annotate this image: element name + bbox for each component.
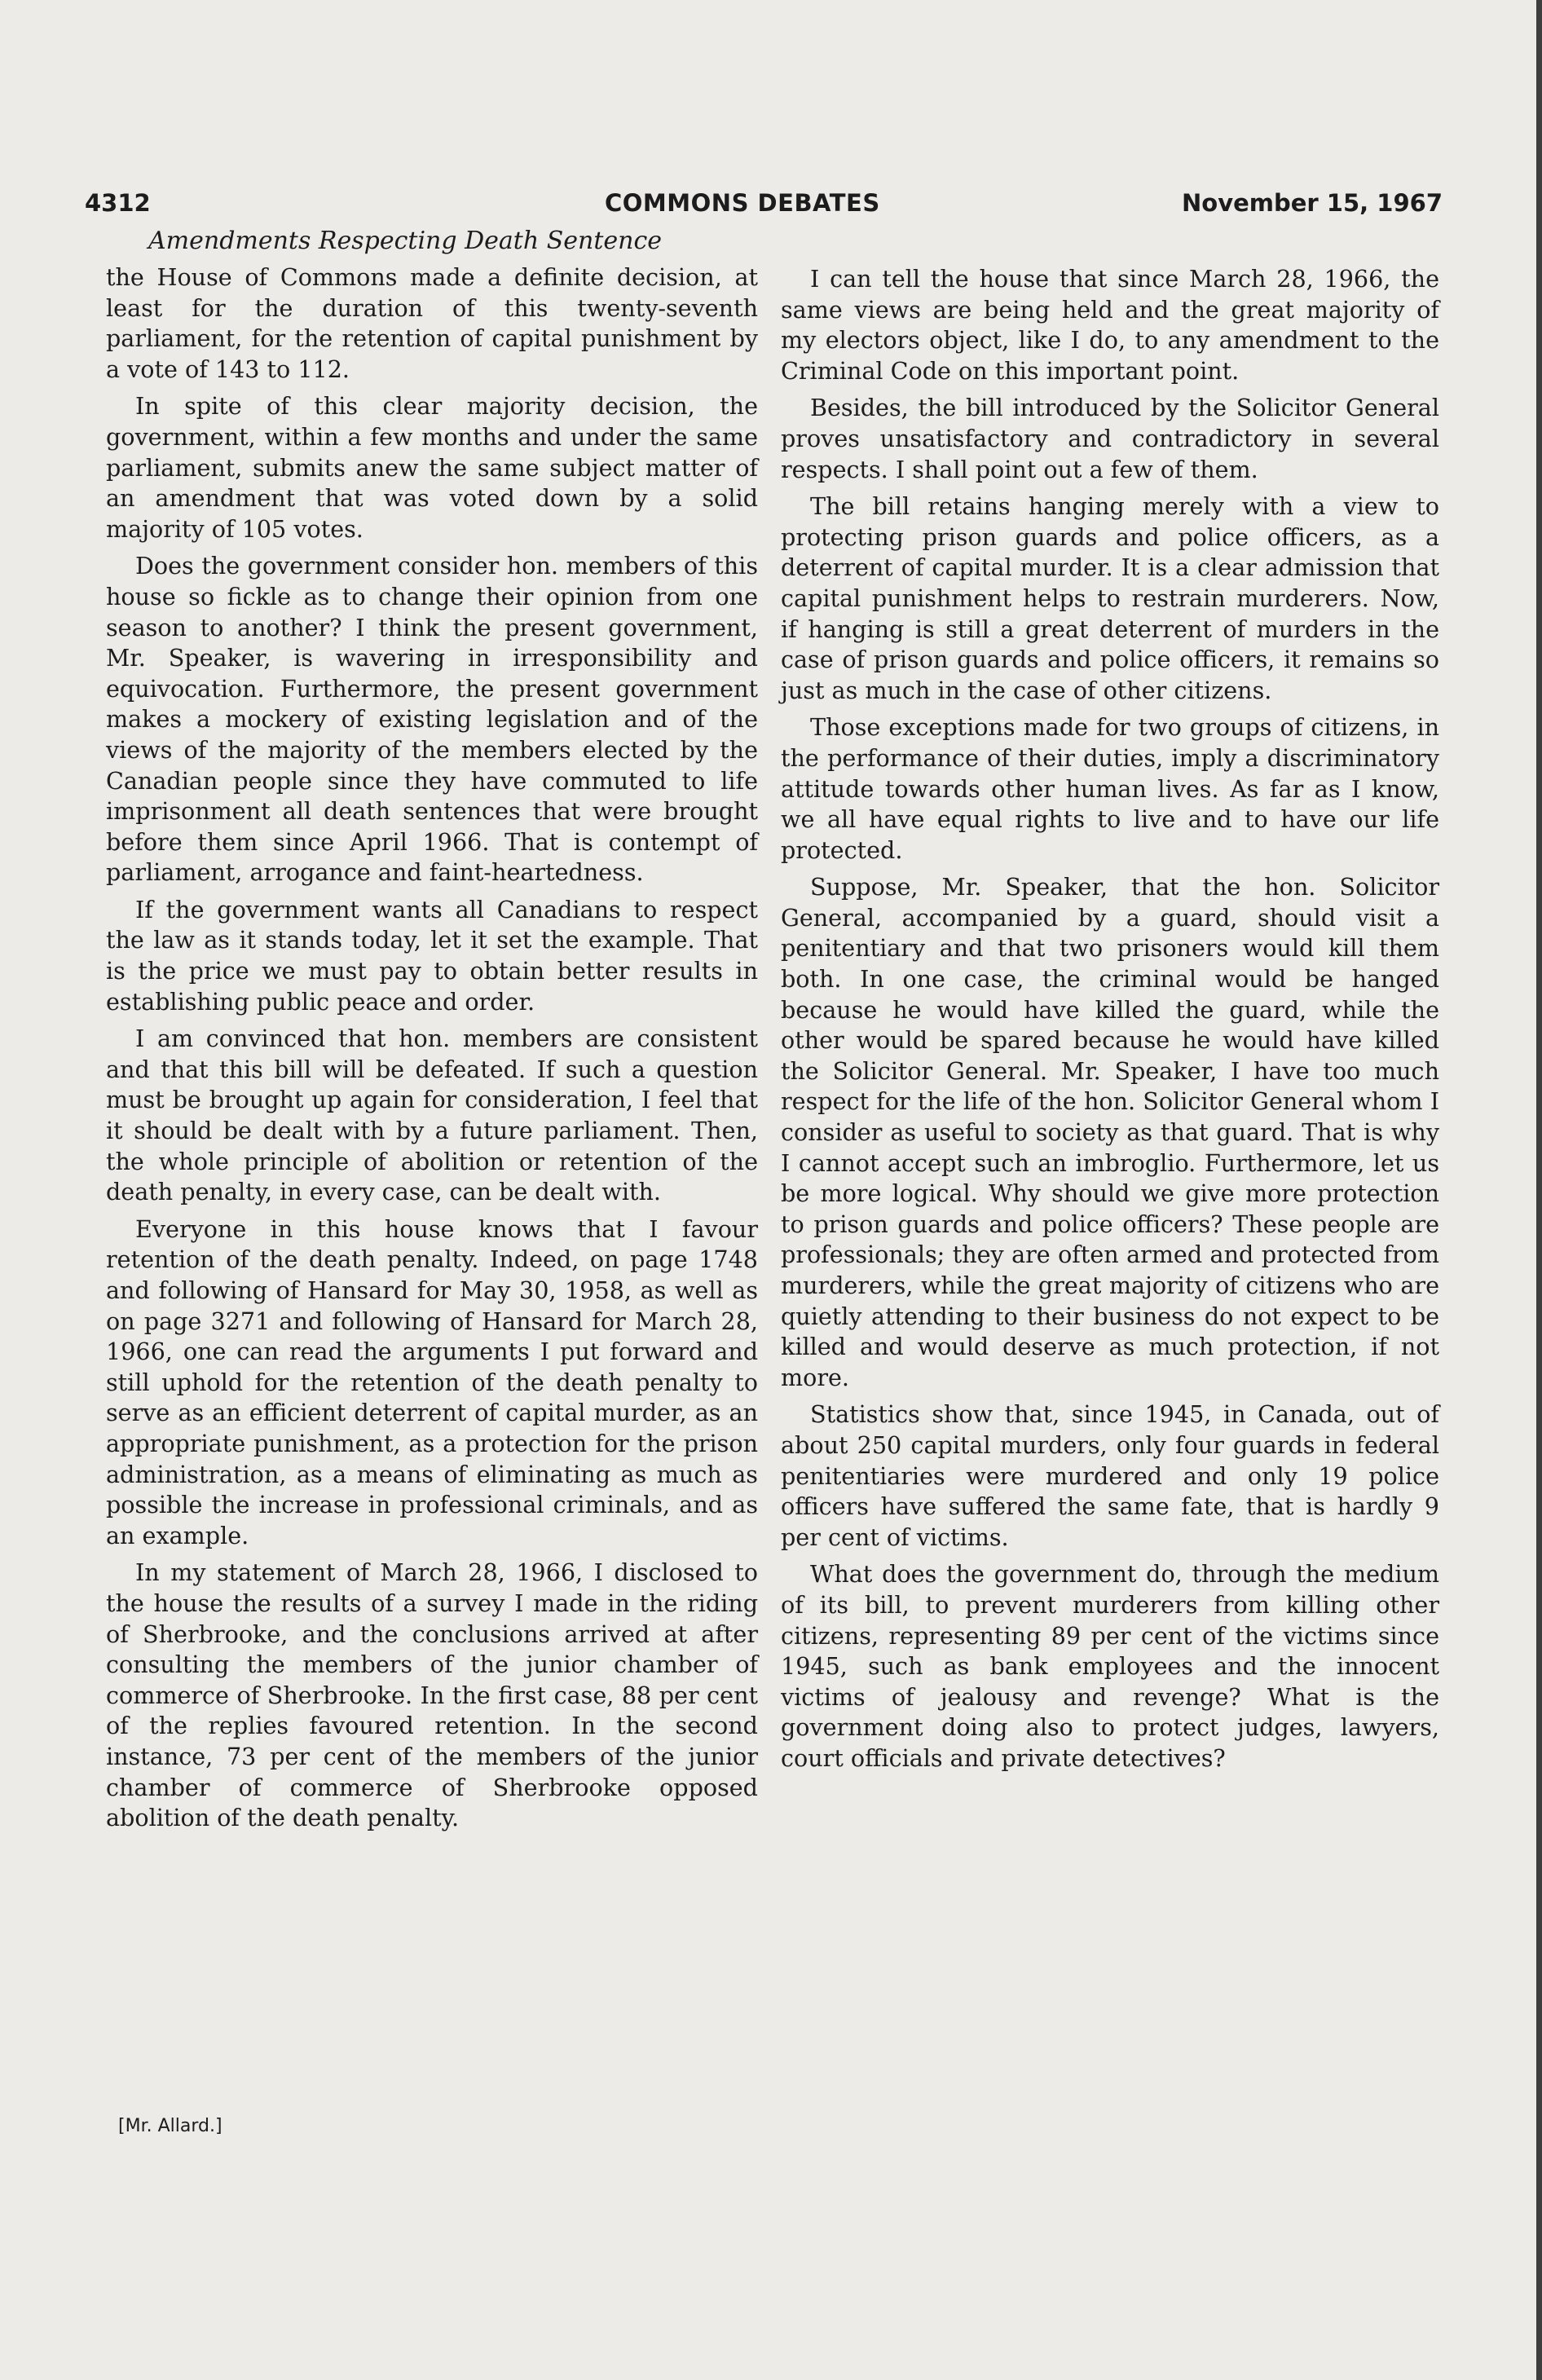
header-date: November 15, 1967 — [1182, 189, 1443, 217]
paragraph: In my statement of March 28, 1966, I disclosed to the house the results of a survey I made in the riding of Sherbrooke, and the conclusions arrived at after consulting the members of the junior chamber of commerce of Sherbrooke. In the first case, 88 per cent of the replies favoured retention. In the second instance, 73 per cent of the members of the junior chamber of commerce of Sherbrooke opposed abolition of the death penalty. — [106, 1558, 758, 1832]
section-subtitle: Amendments Respecting Death Sentence — [148, 227, 663, 255]
paragraph: Suppose, Mr. Speaker, that the hon. Solicitor General, accompanied by a guard, should visit a penitentiary and that two prisoners would kill them both. In one case, the criminal would be hanged because he would have killed the guard, while the other would be spared because he would have killed the Solicitor General. Mr. Speaker, I have too much respect for the life of the hon. Solicitor General whom I consider as useful to society as that guard. That is why I cannot accept such an imbroglio. Furthermore, let us be more logical. Why should we give more protection to prison guards and police officers? These people are professionals; they are often armed and protected from murderers, while the great majority of citizens who are quietly attending to their business do not expect to be killed and would deserve as much protection, if not more. — [781, 873, 1439, 1391]
paragraph: I can tell the house that since March 28, 1966, the same views are being held and the great majority of my electors object, like I do, to any amendment to the Criminal Code on this important point. — [781, 265, 1439, 385]
paragraph: I am convinced that hon. members are consistent and that this bill will be defeated. If such a question must be brought up again for consideration, I feel that it should be dealt with by a future parliament. Then, the whole principle of abolition or retention of the death penalty, in every case, can be dealt with. — [106, 1025, 758, 1206]
left-column — [106, 262, 758, 1840]
page-edge-shadow — [1536, 0, 1542, 2380]
paragraph: Everyone in this house knows that I favour retention of the death penalty. Indeed, on page 1748 and following of Hansard for May 30, 1958, as well as on page 3271 and following of Hansard for March 28, 1966, one can read the arguments I put forward and still uphold for the retention of the death penalty to serve as an efficient deterrent of capital murder, as an appropriate punishment, as a protection for the prison administration, as a means of eliminating as much as possible the increase in professional criminals, and as an example. — [106, 1214, 758, 1549]
paragraph: The bill retains hanging merely with a view to protecting prison guards and police officers, as a deterrent of capital murder. It is a clear admission that capital punishment helps to restrain murderers. Now, if hanging is still a great deterrent of murders in the case of prison guards and police officers, it remains so just as much in the case of other citizens. — [781, 492, 1439, 704]
paragraph: What does the government do, through the medium of its bill, to prevent murderers from killing other citizens, representing 89 per cent of the victims since 1945, such as bank employees and the innocent victims of jealousy and revenge? What is the government doing also to protect judges, lawyers, court officials and private detectives? — [781, 1560, 1439, 1772]
paragraph: Does the government consider hon. members of this house so fickle as to change their opinion from one season to another? I think the present government, Mr. Speaker, is wavering in irresponsibility and equivocation. Furthermore, the present government makes a mockery of existing legislation and of the views of the majority of the members elected by the Canadian people since they have commuted to life imprisonment all death sentences that were brought before them since April 1966. That is contempt of parliament, arrogance and faint-heartedness. — [106, 552, 758, 887]
paragraph: the House of Commons made a definite decision, at least for the duration of this twenty-seventh parliament, for the retention of capital punishment by a vote of 143 to 112. — [106, 263, 758, 383]
paragraph: Besides, the bill introduced by the Solicitor General proves unsatisfactory and contradictory in several respects. I shall point out a few of them. — [781, 394, 1439, 483]
right-column — [781, 264, 1439, 1781]
paragraph: Statistics show that, since 1945, in Canada, out of about 250 capital murders, only four guards in federal penitentiaries were murdered and only 19 police officers have suffered the same fate, that is hardly 9 per cent of victims. — [781, 1400, 1439, 1551]
paragraph: If the government wants all Canadians to respect the law as it stands today, let it set the example. That is the price we must pay to obtain better results in establishing public peace and order. — [106, 895, 758, 1016]
page-header — [85, 189, 1443, 227]
page-number: 4312 — [85, 189, 151, 217]
speaker-footer: [Mr. Allard.] — [118, 2116, 222, 2136]
paragraph: In spite of this clear majority decision, the government, within a few months and under the same parliament, submits anew the same subject matter of an amendment that was voted down by a solid majority of 105 votes. — [106, 392, 758, 543]
paragraph: Those exceptions made for two groups of citizens, in the performance of their duties, imply a discriminatory attitude towards other human lives. As far as I know, we all have equal rights to live and to have our life protected. — [781, 713, 1439, 864]
publication-title: COMMONS DEBATES — [605, 189, 880, 217]
